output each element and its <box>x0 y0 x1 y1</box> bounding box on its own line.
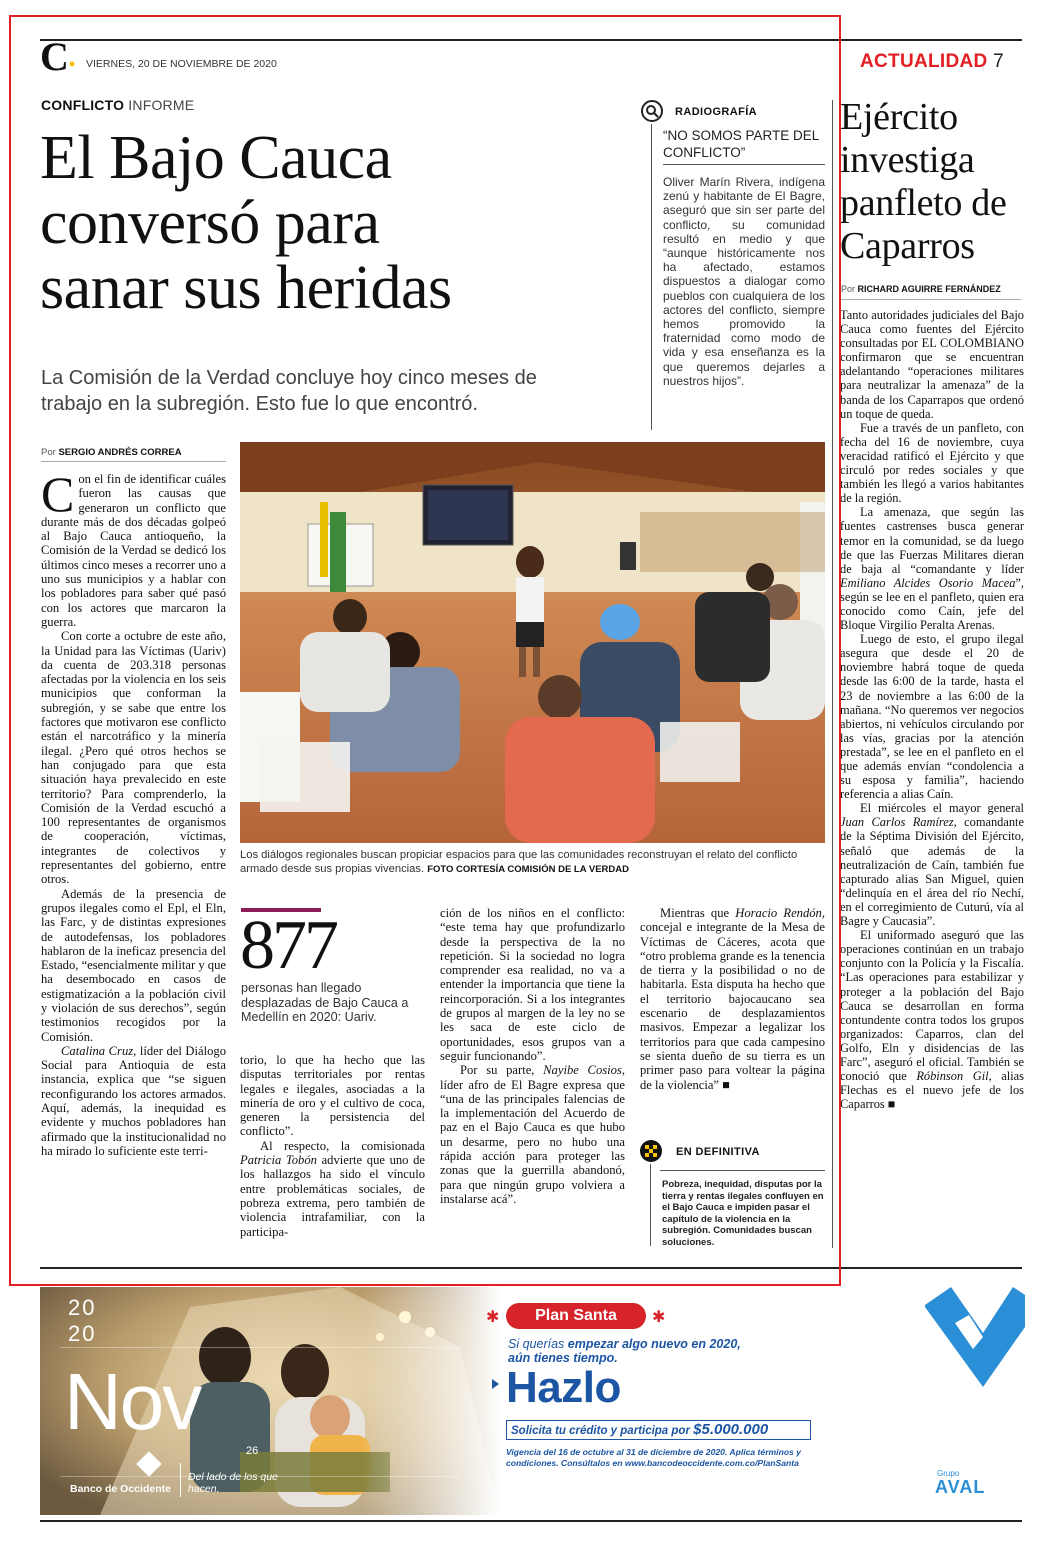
aval-group-small: Grupo <box>937 1469 960 1478</box>
ad-cta-text: Solicita tu crédito y participa por <box>511 1425 690 1437</box>
paragraph: Además de la presencia de grupos ilegales como el Epl, el Eln, las Farc, y de distintas expresiones de autodefensas, los pobladores hablaron de la ineficaz presencia del Estado, “esencialmente militar y que ha desembocado en casos de estigmatización a la población civil y violación de sus derechos”, según testimonios recogidos por la Comisión. <box>41 886 226 1044</box>
ad-line-1b: empezar algo nuevo en 2020, <box>567 1337 741 1351</box>
bank-tagline: Del lado de los que hacen. <box>188 1471 278 1495</box>
ad-line-2: aún tienes tiempo. <box>508 1351 618 1365</box>
person-name: Patricia Tobón <box>240 1153 317 1168</box>
side-headline-line: investiga <box>840 139 975 181</box>
side-byline <box>841 284 1001 294</box>
ad-hazlo: Hazlo <box>506 1363 621 1412</box>
paragraph: torio, lo que ha hecho que las disputas territoriales por rentas legales e ilegales, asociadas a la minería de oro y el cultivo de coca, generen la persistencia del conflicto”. <box>240 1053 425 1139</box>
side-byline-prefix: Por <box>841 284 856 294</box>
kicker-light: INFORME <box>128 97 195 113</box>
paragraph <box>840 505 1024 632</box>
paragraph: ción de los niños en el conflicto: “este tema hay que profundizarlo desde la perspectiva de la no repetición. Si la sociedad no logra comprender esa realidad, no va a entender la importancia que tiene la reincorporación. Si a los integrantes de grupos al margen de la ley no se les saca de este ciclo de oportunidades, esos grupos van a seguir funcionando”. <box>440 906 625 1063</box>
logo-letter: C <box>40 34 69 79</box>
paragraph-text: , líder afro de El Bagre expresa que “una de las principales falencias de la implementación del Acuerdo de paz en el Bajo Cauca es que hubo un desarme, pero no hubo una rápida acción para proteger las zonas que la guerrilla abandonó, para que ningún grupo volviera a instalarse acá”. <box>440 1063 625 1206</box>
person-name: Emiliano Alcides Osorio Macea <box>840 575 1016 590</box>
side-headline <box>840 96 1030 268</box>
subhead: La Comisión de la Verdad concluye hoy cinco meses de trabajo en la subregión. Esto fue lo que encontró. <box>41 367 537 415</box>
side-headline-line: Ejército <box>840 96 958 138</box>
stat-text: personas han llegado desplazadas de Bajo Cauca a Medellín en 2020: Uariv. <box>241 981 409 1024</box>
issue-date: VIERNES, 20 DE NOVIEMBRE DE 2020 <box>86 58 277 70</box>
side-byline-name: RICHARD AGUIRRE FERNÁNDEZ <box>857 284 1001 294</box>
ad-cta-box <box>506 1420 811 1440</box>
paragraph: Con corte a octubre de este año, la Unidad para las Víctimas (Uariv) da cuenta de 203.318 personas afectadas por la violencia en los seis municipios que conforman la subregión, y se sabe que entre los factores que motivaron ese conflicto están el narcotráfico y la minería ilegal. ¿Pero qué otros hechos se han conjugado para que esta situación haya prevalecido en este territorio? Para comprenderlo, la Comisión de la Verdad escuchó a 100 representantes de organismos de cooperación, víctimas, integrantes de colectivos y representantes del gobierno, entre otros. <box>41 629 226 887</box>
aval-group-name: AVAL <box>935 1477 986 1497</box>
stat-number: 877 <box>240 907 336 984</box>
selection-frame <box>9 15 841 1286</box>
side-headline-line: Caparros <box>840 225 975 267</box>
ad-year-bottom: 20 <box>68 1321 97 1346</box>
ad-line-1a: Si querías <box>508 1337 568 1351</box>
radiografia-quote: “NO SOMOS PARTE DEL CONFLICTO” <box>663 128 819 160</box>
paragraph-text: on el fin de identificar cuáles fueron las causas que generaron un conflicto que durante más de dos décadas golpeó al Bajo Cauca antioqueño, la Comisión de la Verdad se dedicó los últimos cinco meses a recorrer uno a uno sus municipios y a hablar con los pobladores para saber qué pasó con los actores que marcaron la guerra. <box>41 472 226 629</box>
snowflake-icon: ✱ <box>652 1309 666 1326</box>
person-name: Catalina Cruz <box>61 1043 134 1058</box>
side-article-body <box>840 308 1024 1248</box>
ad-fine-print: Vigencia del 16 de octubre al 31 de diciembre de 2020. Aplica términos y condiciones. Consúltalos en www.bancodeoccidente.com.co/PlanSanta <box>506 1447 802 1468</box>
paragraph-text: , comandante de la Séptima División del Ejército, señaló que además de la neutralización de Caín, también fue capturado alias San Miguel, quien “delinquía en el área del río Nechí, en el corregimiento de Cuturú, vía al Bagre y Caucasia”. <box>840 815 1024 929</box>
side-byline-rule <box>841 299 1021 300</box>
paragraph-text: Por su parte, <box>460 1063 544 1078</box>
paragraph: Luego de esto, el grupo ilegal asegura que desde el 20 de noviembre habrá toque de queda desde las 6:00 de la tarde, hasta el 23 de noviembre a las 6:00 de la mañana. “No queremos ver negocios abiertos, ni vehículos circulando por las vías, gracias por la atención prestada”, se lee en el panfleto en el que además envían “condolencia a su esposa y familia”, haciendo referencia a alias Caín. <box>840 632 1024 802</box>
paragraph-text: , líder del Diálogo Social para Antioquia de esta instancia, explica que “se siguen reconfigurando los actores armados. Aquí, además, la inequidad es evidente y muchos pobladores han afirmado que la institucionalidad no ha mirado lo suficiente este terri- <box>41 1043 226 1158</box>
paragraph-text: , alias Flechas es el nuevo jefe de los Caparros ■ <box>840 1069 1024 1112</box>
ad-year-top: 20 <box>68 1295 97 1320</box>
ad-line-1 <box>508 1337 741 1351</box>
side-headline-line: panfleto de <box>840 182 1007 224</box>
radiografia-label: RADIOGRAFÍA <box>675 106 758 118</box>
ad-bottom-rule <box>40 1520 1022 1522</box>
definitiva-label: EN DEFINITIVA <box>676 1146 760 1158</box>
paragraph-text: advierte que uno de los hallazgos ha sido el vínculo entre problemáticas sociales, de pobreza extrema, pero también de violencia intrafamiliar, con la participa- <box>240 1153 425 1239</box>
byline-name: SERGIO ANDRÉS CORREA <box>58 447 182 458</box>
kicker-bold: CONFLICTO <box>41 97 125 113</box>
section-label <box>860 51 1004 73</box>
logo: C• <box>40 34 76 79</box>
paragraph-text: El miércoles el mayor general <box>860 801 1024 816</box>
person-name: Nayibe Cosios <box>543 1063 622 1078</box>
paragraph <box>840 928 1024 1111</box>
bank-name: Banco de Occidente <box>70 1483 171 1495</box>
paragraph <box>840 801 1024 928</box>
headline-line: conversó para <box>40 189 380 257</box>
person-name: Juan Carlos Ramírez <box>840 815 954 830</box>
paragraph-text: Al respecto, la comisionada <box>260 1138 425 1153</box>
person-name: Horacio Rendón <box>735 906 822 920</box>
ad-divider <box>180 1463 181 1497</box>
ad-month: Nov <box>64 1357 201 1446</box>
byline-prefix: Por <box>41 447 56 458</box>
plan-santa-label: Plan Santa <box>535 1307 617 1324</box>
person-name: Róbinson Gil <box>916 1069 989 1084</box>
radiografia-text: Oliver Marín Rivera, indígena zenú y habitante de El Bagre, aseguró que sin ser parte del conflicto, su comunidad resultó en medio y que “aunque históricamente nos ha afectado, estamos dispuestos a dialogar como pueblos con cualquiera de los actores del conflicto, siempre hemos promovido la fraternidad como modo de vida y esa enseñanza es la que queremos dejarles a nuestros hijos”. <box>663 175 825 388</box>
calendar-day: 26 <box>246 1445 259 1457</box>
ad-cta-amount: $5.000.000 <box>693 1421 769 1438</box>
aval-logo-mark <box>925 1287 1025 1387</box>
headline-line: El Bajo Cauca <box>40 124 392 192</box>
paragraph-text: El uniformado aseguró que las operaciones continúan en un trabajo conjunto con la Policía y la Fiscalía. “Las operaciones para estabilizar y proteger a la población del Bajo Cauca se desarrollan en forma contundente contra todos los grupos organizados: Caparros, clan del Golfo, Eln y disidencias de las Farc”, aseguró el oficial. También se conoció que <box>840 928 1024 1084</box>
page-number: 7 <box>993 51 1005 72</box>
paragraph-text: La amenaza, que según las fuentes castrenses busca generar temor en la comunidad, se da luego de que las Fuerzas Militares dieran de baja al “comandante y líder <box>840 505 1024 576</box>
plan-santa-badge <box>506 1303 646 1329</box>
photo-credit: FOTO CORTESÍA COMISIÓN DE LA VERDAD <box>427 863 629 875</box>
section-name: ACTUALIDAD <box>860 51 988 72</box>
paragraph: Fue a través de un panfleto, con fecha del 16 de noviembre, cuya veracidad ratificó el Ejército y que circuló por redes sociales y que también les llegó a varios habitantes de la región. <box>840 420 1024 506</box>
dropcap: C <box>41 472 75 522</box>
snowflake-icon: ✱ <box>486 1309 500 1326</box>
paragraph-text: , concejal e integrante de la Mesa de Víctimas de Cáceres, acota que “otro problema grande es la tenencia de tierra y la posibilidad o no de habitarla. Esta disputa ha hecho que el territorio bajocaucano sea escenario de desplazamientos masivos. Empezar a legalizar los territorios para que cada campesino se sienta dueño de su tierra es un primer paso para voltear la página de la violencia” ■ <box>640 906 825 1092</box>
definitiva-text: Pobreza, inequidad, disputas por la tierra y rentas ilegales confluyen en el Bajo Cauca e impiden pasar el capítulo de la violencia en la subregión. Comunidades buscan soluciones. <box>662 1179 824 1248</box>
caption-text: Los diálogos regionales buscan propiciar espacios para que las comunidades reconstruyan el relato del conflicto armado desde sus propias vivencias. <box>240 849 798 875</box>
paragraph-text: Mientras que <box>660 906 736 920</box>
ad-photo <box>40 1287 500 1515</box>
play-arrow-icon <box>492 1379 499 1389</box>
paragraph: Tanto autoridades judiciales del Bajo Cauca como fuentes del Ejército consultadas por EL COLOMBIANO confirmaron que se encuentran adelantando “operaciones militares para neutralizar la amenaza” de la banda de los Caparrapos que ordenó un toque de queda. <box>840 308 1024 421</box>
paragraph-text: ”, según se lee en el panfleto, quien era conocido como Caín, jefe del Bloque Virgilio Peralta Arenas. <box>840 575 1024 633</box>
headline-line: sanar sus heridas <box>40 254 452 322</box>
advertisement <box>40 1287 1025 1515</box>
